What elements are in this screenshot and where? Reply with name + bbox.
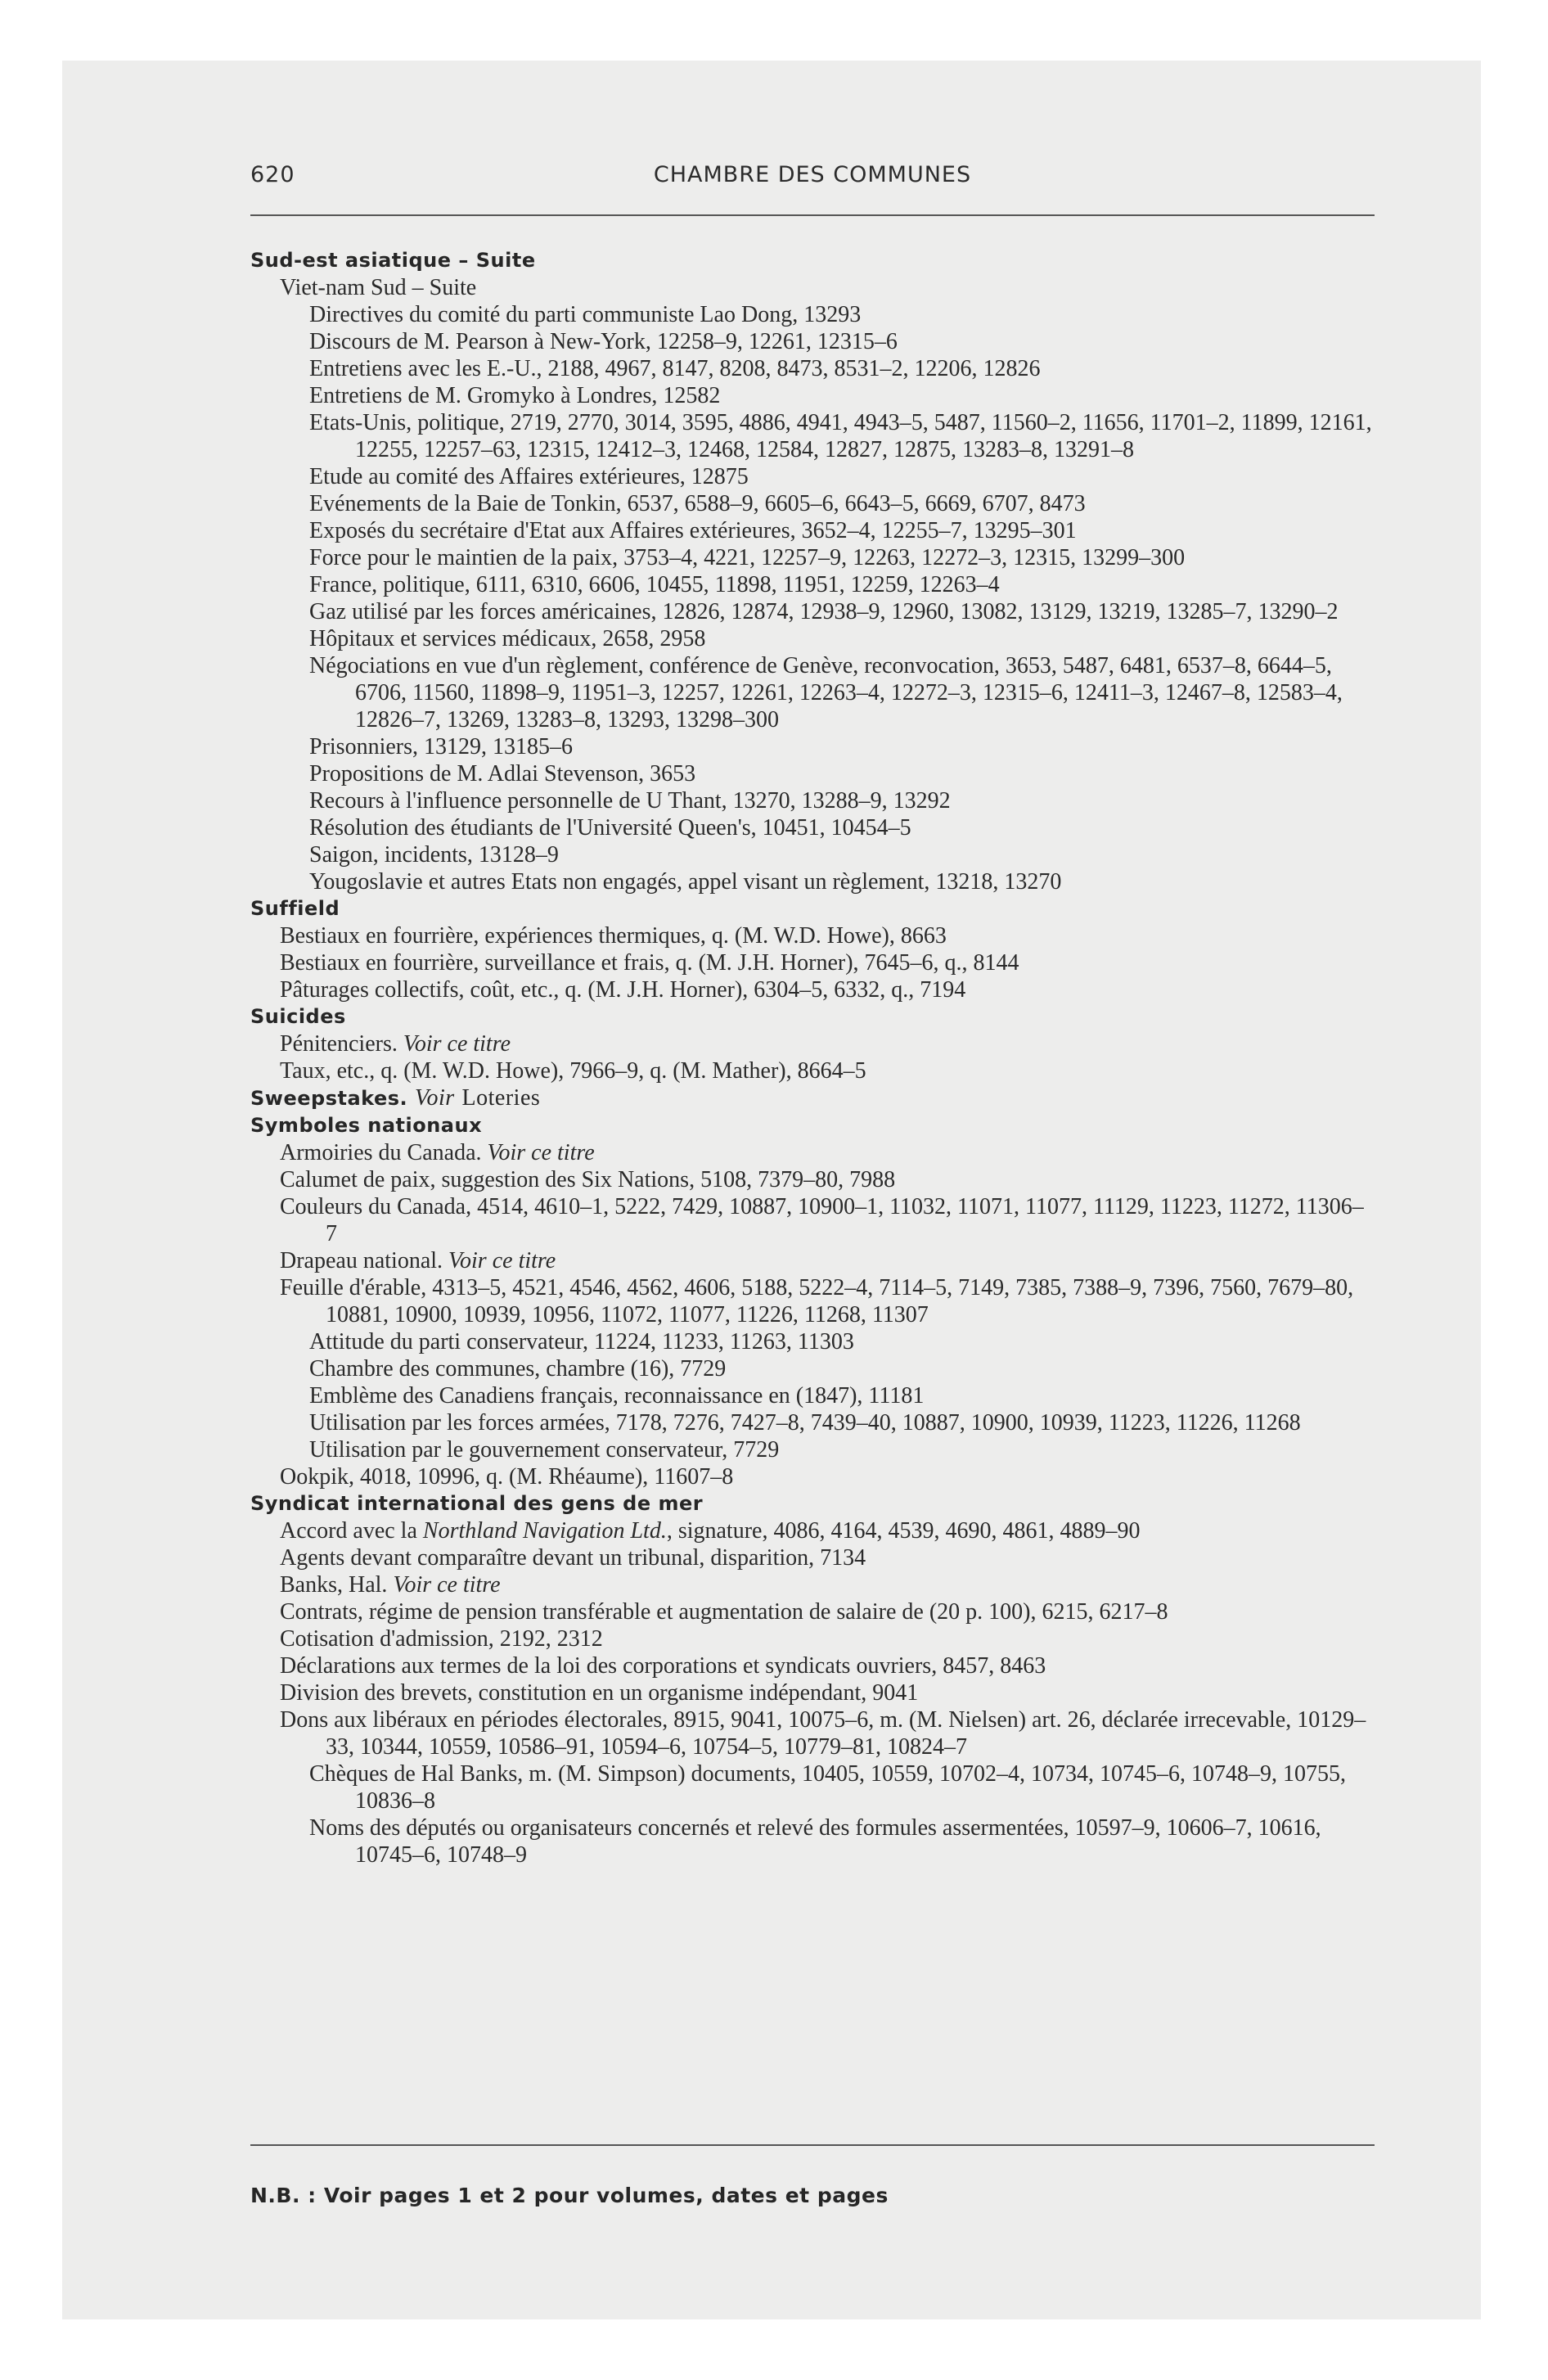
index-entry xyxy=(250,1517,1375,1544)
index-entry: Contrats, régime de pension transférable et augmentation de salaire de (20 p. 100), 6215, 6217–8 xyxy=(280,1599,1168,1625)
cross-reference: Voir ce titre xyxy=(448,1248,556,1273)
cross-reference: Voir ce titre xyxy=(487,1140,595,1165)
index-entry xyxy=(250,1247,1375,1274)
index-entry: Gaz utilisé par les forces américaines, 12826, 12874, 12938–9, 12960, 13082, 13129, 13219, 13285–7, 13290–2 xyxy=(309,599,1339,624)
heading-sud-est-asiatique: Sud-est asiatique – Suite xyxy=(250,249,536,272)
index-entry: Entretiens de M. Gromyko à Londres, 12582 xyxy=(309,383,721,408)
index-entry: Dons aux libéraux en périodes électorales, 8915, 9041, 10075–6, m. (M. Nielsen) art. 26, déclarée irrecevable, 10129–33, 10344, 10559, 10586–91, 10594–6, 10754–5, 10779–81, 10824–7 xyxy=(280,1707,1366,1760)
entry-label: Drapeau national. xyxy=(280,1248,443,1273)
index-entry: Taux, etc., q. (M. W.D. Howe), 7966–9, q. (M. Mather), 8664–5 xyxy=(280,1058,866,1084)
page-number: 620 xyxy=(250,162,295,187)
entry-label: Pénitenciers. xyxy=(280,1031,398,1057)
running-title: CHAMBRE DES COMMUNES xyxy=(653,162,972,187)
index-entry: Bestiaux en fourrière, surveillance et frais, q. (M. J.H. Horner), 7645–6, q., 8144 xyxy=(280,950,1019,976)
heading-suffield: Suffield xyxy=(250,897,340,920)
entry-label: Banks, Hal. xyxy=(280,1572,388,1598)
index-entry: Entretiens avec les E.-U., 2188, 4967, 8147, 8208, 8473, 8531–2, 12206, 12826 xyxy=(309,356,1041,381)
index-entry: Attitude du parti conservateur, 11224, 11233, 11263, 11303 xyxy=(309,1329,854,1355)
index-entry: Utilisation par les forces armées, 7178, 7276, 7427–8, 7439–40, 10887, 10900, 10939, 11223, 11226, 11268 xyxy=(309,1410,1301,1436)
index-entry xyxy=(250,1571,1375,1598)
index-entry: Etude au comité des Affaires extérieures, 12875 xyxy=(309,464,749,489)
subheading-viet-nam-sud: Viet-nam Sud – Suite xyxy=(280,275,477,300)
index-entry: Emblème des Canadiens français, reconnaissance en (1847), 11181 xyxy=(309,1383,925,1409)
index-entry: Force pour le maintien de la paix, 3753–4, 4221, 12257–9, 12263, 12272–3, 12315, 13299–300 xyxy=(309,545,1186,570)
index-entry: Directives du comité du parti communiste Lao Dong, 13293 xyxy=(309,302,862,327)
index-entry: Cotisation d'admission, 2192, 2312 xyxy=(280,1626,603,1652)
index-entry: Saigon, incidents, 13128–9 xyxy=(309,842,559,868)
index-entry: France, politique, 6111, 6310, 6606, 10455, 11898, 11951, 12259, 12263–4 xyxy=(309,572,1000,597)
index-entry: Chèques de Hal Banks, m. (M. Simpson) documents, 10405, 10559, 10702–4, 10734, 10745–6, 10748–9, 10755, 10836–8 xyxy=(309,1761,1346,1814)
heading-label: Sweepstakes. xyxy=(250,1087,408,1110)
page-header xyxy=(250,162,1375,198)
index-entry: Négociations en vue d'un règlement, conférence de Genève, reconvocation, 3653, 5487, 6481, 6537–8, 6644–5, 6706, 11560, 11898–9, 11951–3, 12257, 12261, 12263–4, 12272–3, 12315–6, 12411–3, 12467–8, 12583–4, 12826–7, 13269, 13283–8, 13293, 13298–300 xyxy=(309,653,1343,732)
index-entry: Exposés du secrétaire d'Etat aux Affaires extérieures, 3652–4, 12255–7, 13295–301 xyxy=(309,518,1077,543)
index-body xyxy=(250,247,1375,1868)
heading-syndicat-international: Syndicat international des gens de mer xyxy=(250,1492,704,1515)
index-entry: Utilisation par le gouvernement conservateur, 7729 xyxy=(309,1437,780,1463)
heading-suicides: Suicides xyxy=(250,1005,346,1028)
index-entry: Yougoslavie et autres Etats non engagés, appel visant un règlement, 13218, 13270 xyxy=(309,869,1062,895)
index-entry: Recours à l'influence personnelle de U Thant, 13270, 13288–9, 13292 xyxy=(309,788,951,814)
index-entry: Evénements de la Baie de Tonkin, 6537, 6588–9, 6605–6, 6643–5, 6669, 6707, 8473 xyxy=(309,491,1086,516)
index-entry: Calumet de paix, suggestion des Six Nations, 5108, 7379–80, 7988 xyxy=(280,1167,896,1192)
index-entry: Noms des députés ou organisateurs concernés et relevé des formules assermentées, 10597–9, 10606–7, 10616, 10745–6, 10748–9 xyxy=(309,1815,1321,1868)
index-entry xyxy=(250,1030,1375,1057)
header-rule xyxy=(250,214,1375,216)
company-name: Northland Navigation Ltd. xyxy=(422,1518,667,1544)
index-entry: Ookpik, 4018, 10996, q. (M. Rhéaume), 11607–8 xyxy=(280,1464,734,1490)
index-entry: Résolution des étudiants de l'Université Queen's, 10451, 10454–5 xyxy=(309,815,911,841)
index-entry: Division des brevets, constitution en un organisme indépendant, 9041 xyxy=(280,1680,919,1706)
heading-symboles-nationaux: Symboles nationaux xyxy=(250,1114,483,1137)
entry-text: , signature, 4086, 4164, 4539, 4690, 4861, 4889–90 xyxy=(666,1518,1141,1544)
entry-label: Armoiries du Canada. xyxy=(280,1140,482,1165)
index-entry: Chambre des communes, chambre (16), 7729 xyxy=(309,1356,727,1382)
cross-reference-target: Loteries xyxy=(461,1085,541,1111)
cross-reference: Voir ce titre xyxy=(403,1031,511,1057)
index-entry: Feuille d'érable, 4313–5, 4521, 4546, 4562, 4606, 5188, 5222–4, 7114–5, 7149, 7385, 7388–9, 7396, 7560, 7679–80, 10881, 10900, 10939, 10956, 11072, 11077, 11226, 11268, 11307 xyxy=(280,1275,1354,1327)
cross-reference: Voir ce titre xyxy=(393,1572,501,1598)
index-entry xyxy=(250,1139,1375,1166)
entry-text: Accord avec la xyxy=(280,1518,423,1544)
index-entry: Propositions de M. Adlai Stevenson, 3653 xyxy=(309,761,696,787)
index-entry: Pâturages collectifs, coût, etc., q. (M. J.H. Horner), 6304–5, 6332, q., 7194 xyxy=(280,977,966,1003)
cross-reference: Voir xyxy=(415,1085,455,1111)
index-entry: Bestiaux en fourrière, expériences thermiques, q. (M. W.D. Howe), 8663 xyxy=(280,923,947,949)
footnote: N.B. : Voir pages 1 et 2 pour volumes, dates et pages xyxy=(250,2184,889,2207)
index-entry: Discours de M. Pearson à New-York, 12258–9, 12261, 12315–6 xyxy=(309,329,898,354)
heading-sweepstakes xyxy=(250,1084,1375,1112)
index-entry: Prisonniers, 13129, 13185–6 xyxy=(309,734,573,760)
index-entry: Hôpitaux et services médicaux, 2658, 2958 xyxy=(309,626,706,651)
index-entry: Etats-Unis, politique, 2719, 2770, 3014, 3595, 4886, 4941, 4943–5, 5487, 11560–2, 11656, 11701–2, 11899, 12161, 12255, 12257–63, 12315, 12412–3, 12468, 12584, 12827, 12875, 13283–8, 13291–8 xyxy=(309,410,1372,462)
index-entry: Couleurs du Canada, 4514, 4610–1, 5222, 7429, 10887, 10900–1, 11032, 11071, 11077, 11129, 11223, 11272, 11306–7 xyxy=(280,1194,1364,1246)
footer-rule xyxy=(250,2144,1375,2146)
index-entry: Agents devant comparaître devant un tribunal, disparition, 7134 xyxy=(280,1545,866,1571)
index-entry: Déclarations aux termes de la loi des corporations et syndicats ouvriers, 8457, 8463 xyxy=(280,1653,1046,1679)
